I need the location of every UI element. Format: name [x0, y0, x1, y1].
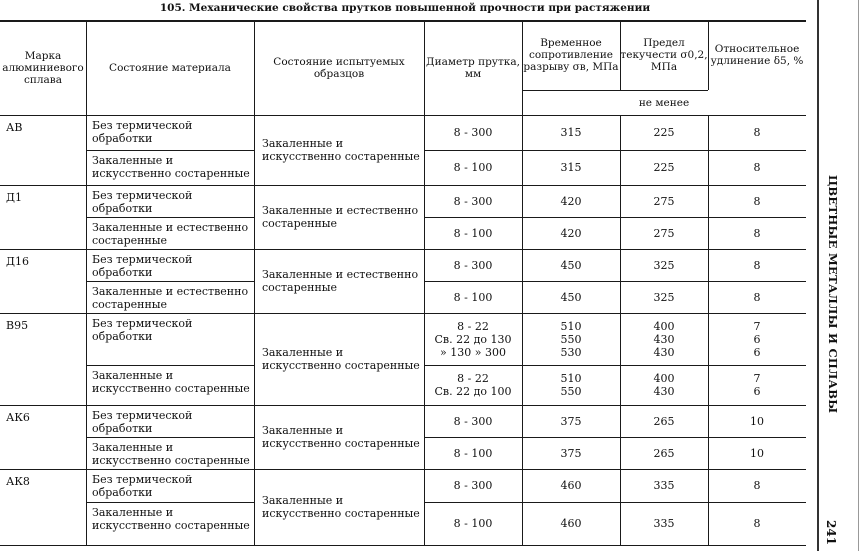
row-group-rule	[0, 545, 806, 546]
cell-diameter: 8 - 300	[453, 414, 493, 428]
body-col-divider	[86, 405, 87, 469]
cell-elongation: 7 6 6	[753, 319, 761, 359]
header-yield: Предел текучести σ0,2, МПа	[620, 37, 708, 73]
cell-grade: В95	[6, 319, 29, 332]
cell-material-state: Без термической обработки	[92, 317, 193, 343]
cell-tensile: 460	[560, 479, 582, 492]
cell-elongation: 8	[753, 290, 761, 304]
header-tensile: Временное сопротивление разрыву σв, МПа	[523, 37, 619, 73]
sub-row-rule	[86, 281, 254, 282]
cell-tensile: 315	[560, 126, 582, 139]
body-col-divider	[254, 115, 255, 185]
cell-elongation: 8	[753, 194, 761, 208]
body-col-divider	[254, 313, 255, 405]
page-gutter-line	[817, 0, 819, 551]
cell-yield: 225	[653, 161, 675, 174]
cell-diameter: 8 - 300	[453, 479, 493, 492]
body-col-divider	[86, 313, 87, 405]
header-elongation: Относительное удлинение δ5, %	[710, 43, 804, 67]
body-col-divider	[86, 185, 87, 249]
page-number: 241	[824, 520, 838, 546]
cell-specimen-state: Закаленные и искусственно состаренные	[262, 424, 420, 450]
cell-diameter: 8 - 100	[453, 446, 493, 460]
cell-diameter: 8 - 100	[453, 517, 493, 530]
cell-yield: 335	[653, 479, 675, 492]
cell-diameter: 8 - 300	[453, 194, 493, 208]
cell-yield: 275	[653, 194, 675, 208]
cell-elongation: 8	[753, 161, 761, 174]
cell-yield: 400 430	[653, 372, 675, 398]
cell-diameter: 8 - 300	[453, 258, 493, 272]
cell-tensile: 375	[560, 446, 582, 460]
cell-yield: 225	[653, 126, 675, 139]
header-diameter: Диаметр прутка, мм	[426, 55, 520, 80]
cell-elongation: 8	[753, 479, 761, 492]
sub-row-rule	[86, 437, 254, 438]
cell-yield: 335	[653, 517, 675, 530]
body-col-divider	[254, 405, 255, 469]
cell-specimen-state: Закаленные и искусственно состаренные	[262, 346, 420, 372]
properties-table	[0, 20, 806, 545]
cell-elongation: 10	[750, 446, 764, 460]
cell-diameter: 8 - 100	[453, 226, 493, 240]
header-specimen-state: Состояние испытуемых образцов	[273, 55, 405, 80]
cell-specimen-state: Закаленные и искусственно состаренные	[262, 137, 420, 163]
cell-tensile: 450	[560, 290, 582, 304]
cell-tensile: 375	[560, 414, 582, 428]
cell-diameter: 8 - 100	[453, 290, 493, 304]
cell-material-state: Закаленные и искусственно состаренные	[92, 506, 250, 532]
header-min-note: не менее	[638, 96, 690, 109]
cell-material-state: Без термической обработки	[92, 189, 193, 215]
cell-elongation: 8	[753, 226, 761, 240]
cell-material-state: Без термической обработки	[92, 473, 193, 499]
cell-material-state: Без термической обработки	[92, 253, 193, 279]
cell-yield: 265	[653, 414, 675, 428]
cell-material-state: Закаленные и искусственно состаренные	[92, 369, 250, 395]
body-col-divider	[86, 115, 87, 185]
sub-row-rule	[86, 365, 254, 366]
cell-grade: Д1	[6, 191, 22, 204]
table-title: 105. Механические свойства прутков повышенной прочности при растяжении	[159, 2, 651, 14]
cell-material-state: Закаленные и естественно состаренные	[92, 285, 249, 311]
cell-yield: 400 430 430	[653, 319, 675, 359]
cell-material-state: Закаленные и естественно состаренные	[92, 221, 249, 247]
cell-tensile: 510 550 530	[560, 319, 582, 359]
cell-tensile: 450	[560, 258, 582, 272]
cell-specimen-state: Закаленные и искусственно состаренные	[262, 494, 420, 520]
cell-grade: АК6	[6, 411, 30, 424]
body-col-divider	[86, 469, 87, 545]
cell-yield: 325	[653, 258, 675, 272]
body-col-divider	[254, 185, 255, 249]
sub-row-rule	[86, 150, 254, 151]
cell-diameter: 8 - 100	[453, 161, 493, 174]
cell-tensile: 315	[560, 161, 582, 174]
body-col-divider	[254, 249, 255, 313]
cell-material-state: Закаленные и искусственно состаренные	[92, 154, 250, 180]
cell-yield: 325	[653, 290, 675, 304]
cell-elongation: 10	[750, 414, 764, 428]
cell-specimen-state: Закаленные и естественно состаренные	[262, 268, 419, 294]
cell-elongation: 8	[753, 126, 761, 139]
cell-grade: АК8	[6, 475, 30, 488]
cell-tensile: 420	[560, 226, 582, 240]
sub-row-rule	[86, 502, 254, 503]
cell-grade: Д16	[6, 255, 29, 268]
cell-elongation: 8	[753, 517, 761, 530]
cell-diameter: 8 - 300	[453, 126, 493, 139]
cell-yield: 265	[653, 446, 675, 460]
header-material-state: Состояние материала	[109, 61, 231, 74]
cell-diameter: 8 - 22 Св. 22 до 130 » 130 » 300	[434, 319, 512, 359]
sub-row-rule	[86, 217, 254, 218]
body-col-divider	[254, 469, 255, 545]
cell-grade: АВ	[6, 121, 23, 134]
header-grade: Марка алюминиевого сплава	[2, 49, 84, 86]
cell-material-state: Без термической обработки	[92, 119, 193, 145]
cell-material-state: Закаленные и искусственно состаренные	[92, 441, 250, 467]
cell-diameter: 8 - 22 Св. 22 до 100	[434, 372, 512, 398]
cell-material-state: Без термической обработки	[92, 409, 193, 435]
cell-tensile: 510 550	[560, 372, 582, 398]
cell-elongation: 7 6	[753, 372, 761, 398]
cell-yield: 275	[653, 226, 675, 240]
cell-elongation: 8	[753, 258, 761, 272]
cell-tensile: 420	[560, 194, 582, 208]
section-running-head: ЦВЕТНЫЕ МЕТАЛЛЫ И СПЛАВЫ	[826, 175, 840, 414]
cell-specimen-state: Закаленные и естественно состаренные	[262, 204, 419, 230]
page-edge-line	[858, 0, 859, 551]
body-col-divider	[86, 249, 87, 313]
cell-tensile: 460	[560, 517, 582, 530]
